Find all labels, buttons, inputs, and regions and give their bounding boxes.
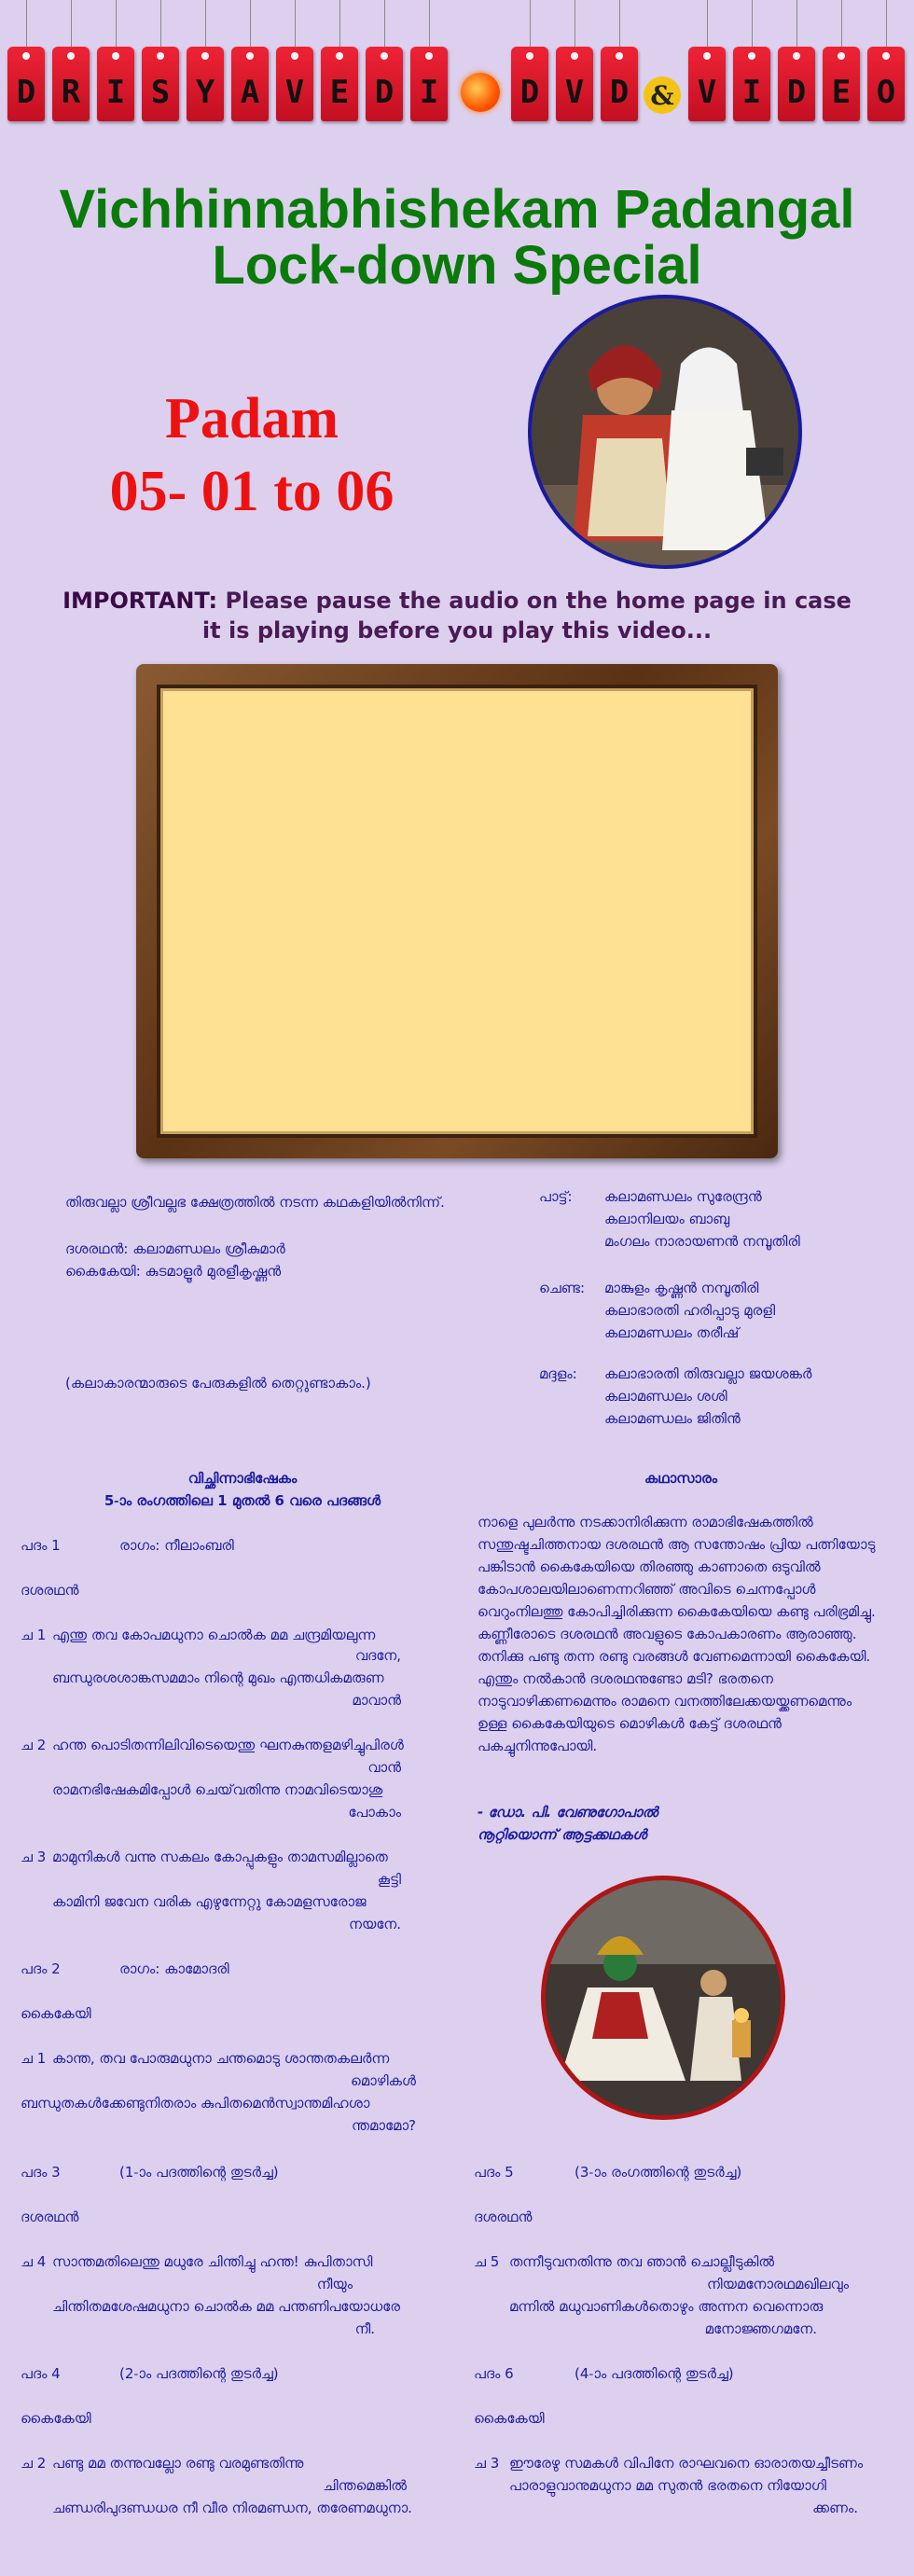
charanam-5-line3: മന്നിൽ മധുവാണികൾതൊഴും അന്നന വെന്നൊരു	[509, 2298, 824, 2315]
padam-3-character: ദശരഥൻ	[21, 2209, 79, 2225]
charanam-2-line2: വാൻ	[367, 1759, 401, 1776]
cast-kaikeyi: കൈകേയി: കുടമാളൂർ മുരളീകൃഷ്ണൻ	[65, 1263, 282, 1280]
tag-string	[429, 0, 430, 52]
banner-letter: S	[150, 74, 171, 111]
chenda-2: കലാഭാരതി ഹരിപ്പാടു മുരളി	[604, 1302, 776, 1319]
page-title	[37, 179, 877, 296]
charanam-42-line2: ചിന്തമെങ്കിൽ	[323, 2477, 407, 2494]
padam-1-raagam: രാഗം: നീലാംബരി	[119, 1537, 234, 1554]
tag-string	[384, 0, 385, 52]
banner-tag	[7, 47, 45, 121]
summary-source: നൂറ്റിയൊന്ന് ആട്ടക്കഥകൾ	[478, 1826, 647, 1843]
paattu-1: കലാമണ്ഡലം സുരേന്ദ്രൻ	[604, 1188, 762, 1205]
tag-string	[295, 0, 296, 52]
charanam-21-no: ച 1	[21, 2050, 47, 2067]
tag-string	[530, 0, 531, 52]
cast-dasharathan: ദശരഥൻ: കലാമണ്ഡലം ശ്രീകുമാർ	[65, 1240, 285, 1257]
padam-1-character: ദശരഥൻ	[21, 1582, 79, 1599]
charanam-4-line2: നീയും	[316, 2276, 353, 2292]
tag-string	[250, 0, 251, 52]
charanam-3-line1: മാമുനികൾ വന്നു സകലം കോപ്പുകളും താമസമില്ലാതെ	[52, 1849, 388, 1865]
maddalam-3: കലാമണ്ഡലം ജിതിൻ	[604, 1410, 741, 1427]
maddalam-label: മദ്ദളം:	[539, 1365, 577, 1382]
banner-letter: Y	[195, 74, 215, 111]
sun-icon	[461, 73, 500, 112]
charanam-3-no: ച 3	[21, 1849, 47, 1865]
tag-string	[886, 0, 887, 52]
kathakali-dance-image	[546, 1880, 781, 2115]
banner-letter: I	[741, 74, 762, 111]
banner-letter: V	[564, 74, 585, 111]
paattu-label: പാട്ട്:	[539, 1188, 573, 1205]
banner-tag	[733, 47, 770, 121]
ampersand-text: &	[650, 79, 674, 111]
charanam-5-line2: നിയമനോരഥമഖിലവും	[707, 2276, 849, 2292]
tag-string	[160, 0, 161, 52]
banner-tag	[52, 47, 90, 121]
tag-string	[796, 0, 797, 52]
banner-letter: E	[831, 74, 852, 111]
ampersand-badge	[644, 76, 681, 114]
tag-string	[71, 0, 72, 52]
kathakali-photo-1	[528, 295, 802, 569]
padam-5-note: (3-ാം രംഗത്തിന്റെ തുടർച്ച)	[575, 2164, 742, 2181]
charanam-1-line3: ബന്ധുരശശാങ്കസമമാം നിന്റെ മുഖം എന്തധികമരുണ	[52, 1669, 384, 1686]
banner-letter: O	[876, 74, 896, 111]
banner-letter: R	[61, 74, 81, 111]
important-text: Please pause the audio on the home page in case it is playing before you play this video...	[201, 588, 852, 644]
banner-tag	[511, 47, 548, 121]
charanam-6-line1: ഈരേഴു സമകൾ വിപിനേ രാഘവനെ ഓരാതയച്ചീടണം	[509, 2455, 864, 2472]
charanam-4-line4: നീ.	[354, 2320, 375, 2337]
banner-tag	[410, 47, 448, 121]
charanam-2-line4: പോകാം	[348, 1804, 401, 1821]
banner-tag	[321, 47, 358, 121]
tag-string	[707, 0, 708, 52]
banner-letter: V	[284, 74, 305, 111]
banner-letter: I	[105, 74, 126, 111]
charanam-6-line2: പാരാളുവാനുമധുനാ മമ സുതൻ ഭരതനെ നിയോഗി	[509, 2477, 826, 2494]
banner-tag	[601, 47, 638, 121]
padam-3-label: പദം 3	[21, 2164, 61, 2181]
padam-5-character: ദശരഥൻ	[474, 2209, 533, 2225]
story-summary: നാളെ പുലർന്നു നടക്കാനിരിക്കുന്ന രാമാഭിഷേകത്തിൽ സന്തുഷ്ടചിത്തനായ ദശരഥൻ ആ സന്തോഷം പ്രിയ പത്നിയോടു പങ്കിടാൻ കൈകേയിയെ തിരഞ്ഞു കാണാതെ ഒടുവിൽ കോപശാലയിലാണെന്നറിഞ്ഞ് അവിടെ ചെന്നപ്പോൾ വെറുംനിലത്തു കോപിച്ചിരിക്കുന്ന കൈകേയിയെ കണ്ടു പരിഭ്രമിച്ചു. കണ്ണീരോടെ ദശരഥൻ അവളുടെ കോപകാരണം ആരാഞ്ഞു. തനിക്കു പണ്ടു തന്ന രണ്ടു വരങ്ങൾ വേണമെന്നായി കൈകേയി. എന്തും നൽകാൻ ദശരഥനുണ്ടോ മടി? ഭരതനെ നാടുവാഴിക്കണമെന്നും രാമനെ വനത്തിലേക്കയയ്ക്കണമെന്നും ഉള്ള കൈകേയിയുടെ മൊഴികൾ കേട്ട് ദശരഥൻ പകച്ചുനിന്നുപോയി.	[478, 1514, 876, 1754]
chenda-1: മാങ്കുളം കൃഷ്ണൻ നമ്പൂതിരി	[604, 1280, 759, 1296]
important-label: IMPORTANT:	[62, 588, 218, 614]
tag-string	[26, 0, 27, 52]
padam-range: 05- 01 to 06	[109, 460, 395, 523]
charanam-42-line1: പണ്ടു മമ തന്നുവല്ലോ രണ്ടു വരമുണ്ടതിന്നു	[52, 2455, 304, 2472]
padam-2-raagam: രാഗം: കാമോദരി	[119, 1960, 229, 1977]
padam-label: Padam	[165, 387, 339, 450]
kathakali-performers-image	[532, 298, 798, 565]
charanam-4-no: ച 4	[21, 2253, 47, 2270]
padam-5-label: പദം 5	[474, 2164, 514, 2181]
chenda-3: കലാമണ്ഡലം തരീഷ്	[604, 1324, 740, 1341]
banner-letter: D	[519, 74, 540, 111]
padam-3-note: (1-ാം പദത്തിന്റെ തുടർച്ച)	[119, 2164, 279, 2181]
banner-tag	[231, 47, 269, 121]
charanam-6-no: ച 3	[474, 2455, 500, 2472]
banner-letter: I	[419, 74, 439, 111]
tag-string	[752, 0, 753, 52]
title-line-1: Vichhinnabhishekam Padangal	[59, 179, 855, 240]
padam-6-note: (4-ാം പദത്തിന്റെ തുടർച്ച)	[575, 2365, 734, 2382]
banner-letter: E	[329, 74, 350, 111]
banner-tag	[97, 47, 134, 121]
banner-tag	[366, 47, 403, 121]
charanam-3-line4: നയനേ.	[349, 1916, 401, 1932]
charanam-42-no: ച 2	[21, 2455, 47, 2472]
maddalam-1: കലാഭാരതി തിരുവല്ലാ ജയശങ്കർ	[604, 1365, 812, 1382]
banner-letter: A	[240, 74, 260, 111]
padam-4-character: കൈകേയി	[21, 2410, 91, 2427]
maddalam-2: കലാമണ്ഡലം ശശി	[604, 1388, 727, 1405]
charanam-3-line2: കൂട്ടി	[377, 1871, 401, 1888]
banner-tag	[556, 47, 593, 121]
left-heading-1: വിച്ഛിന്നാഭിഷേകം	[187, 1470, 298, 1487]
banner-letter: D	[374, 74, 395, 111]
summary-author: - ഡോ. പി. വേണുഗോപാൽ	[478, 1804, 658, 1821]
charanam-42-line3: ചണ്ഡരിപുദണ്ഡധര നീ വീര നിരമണ്ഡന, തരേണമധുനാ.	[52, 2500, 412, 2516]
banner-letter: V	[697, 74, 717, 111]
padam-1-label: പദം 1	[21, 1537, 61, 1554]
tag-string	[619, 0, 620, 52]
video-frame	[136, 664, 778, 1158]
charanam-21-line2: മൊഴികൾ	[351, 2072, 416, 2089]
title-line-2: Lock-down Special	[212, 235, 702, 296]
banner-tag	[688, 47, 726, 121]
chenda-label: ചെണ്ട:	[539, 1280, 586, 1296]
banner-tag	[778, 47, 815, 121]
charanam-5-line1: തന്നീടുവനതിന്നു തവ ഞാൻ ചൊല്ലീടുകിൽ	[509, 2253, 775, 2270]
banner-letter: D	[16, 74, 36, 111]
venue-text: തിരുവല്ലാ ശ്രീവല്ലഭ ക്ഷേത്രത്തിൽ നടന്ന കഥകളിയിൽനിന്ന്.	[65, 1194, 445, 1211]
important-notice	[56, 586, 858, 645]
tag-string	[205, 0, 206, 52]
charanam-6-line3: ക്കണം.	[812, 2500, 858, 2516]
padam-4-label: പദം 4	[21, 2365, 61, 2382]
tag-string	[339, 0, 340, 52]
charanam-3-line3: കാമിനി ജവേന വരിക എഴുന്നേറ്റു കോമളസരോജ	[52, 1893, 367, 1910]
banner-tag	[187, 47, 224, 121]
site-banner	[0, 0, 914, 131]
banner-letter: D	[786, 74, 807, 111]
charanam-1-no: ച 1	[21, 1627, 47, 1643]
banner-tag	[142, 47, 179, 121]
paattu-2: കലാനിലയം ബാബു	[604, 1211, 730, 1227]
banner-tag	[276, 47, 313, 121]
charanam-2-line3: രാമനഭിഷേകമിപ്പോൾ ചെയ്‌വതിന്നു നാമവിടെയാശു	[52, 1781, 383, 1798]
charanam-21-line3: ബന്ധുതകൾക്കേണ്ടുനിതരാം കുപിതമെൻസ്വാന്തമിഹശാ	[21, 2095, 370, 2112]
video-player[interactable]	[157, 685, 757, 1138]
padam-6-label: പദം 6	[474, 2365, 514, 2382]
charanam-1-line1: എന്തു തവ കോപമധുനാ ചൊൽക മമ ചന്ദ്രമിയലുന്ന	[52, 1627, 376, 1643]
left-heading-2: 5-ാം രംഗത്തിലെ 1 മുതൽ 6 വരെ പദങ്ങൾ	[104, 1492, 381, 1509]
padam-heading	[56, 382, 448, 528]
banner-tag	[823, 47, 860, 121]
padam-6-character: കൈകേയി	[474, 2410, 545, 2427]
charanam-2-line1: ഹന്ത പൊടിതന്നിലിവിടെയെന്തു ഘനകുന്തളമഴിച്ചുപിരൾ	[52, 1737, 404, 1753]
right-heading: കഥാസാരം	[644, 1470, 718, 1487]
padam-2-character: കൈകേയി	[21, 2005, 91, 2022]
tag-string	[841, 0, 842, 52]
padam-2-label: പദം 2	[21, 1960, 61, 1977]
charanam-5-line4: മനോജ്ഞഗമനേ.	[704, 2320, 817, 2337]
paattu-3: മംഗലം നാരായണൻ നമ്പൂതിരി	[604, 1233, 800, 1250]
charanam-21-line1: കാന്ത, തവ പോരുമധുനാ ചന്തമൊടു ശാന്തതകലർന്ന	[52, 2050, 390, 2067]
charanam-5-no: ച 5	[474, 2253, 500, 2270]
charanam-21-line4: ന്തമാമോ?	[352, 2117, 416, 2134]
charanam-4-line1: സാന്തമതിലെന്തു മധുരേ ചിന്തിച്ചു ഹന്ത! കുപിതാസി	[52, 2253, 373, 2270]
charanam-2-no: ച 2	[21, 1737, 47, 1753]
banner-tag	[867, 47, 905, 121]
charanam-1-line2: വദനേ,	[354, 1647, 401, 1664]
tag-string	[116, 0, 117, 52]
charanam-1-line4: മാവാൻ	[352, 1692, 401, 1709]
kathakali-photo-2	[541, 1876, 785, 2120]
charanam-4-line3: ചിന്തിതമശേഷമധുനാ ചൊൽക മമ പന്തണിപയോധരേ	[52, 2298, 400, 2315]
banner-letter: D	[609, 74, 630, 111]
names-note: (കലാകാരന്മാരുടെ പേരുകളിൽ തെറ്റുണ്ടാകാം.)	[65, 1375, 371, 1392]
padam-4-note: (2-ാം പദത്തിന്റെ തുടർച്ച)	[119, 2365, 279, 2382]
